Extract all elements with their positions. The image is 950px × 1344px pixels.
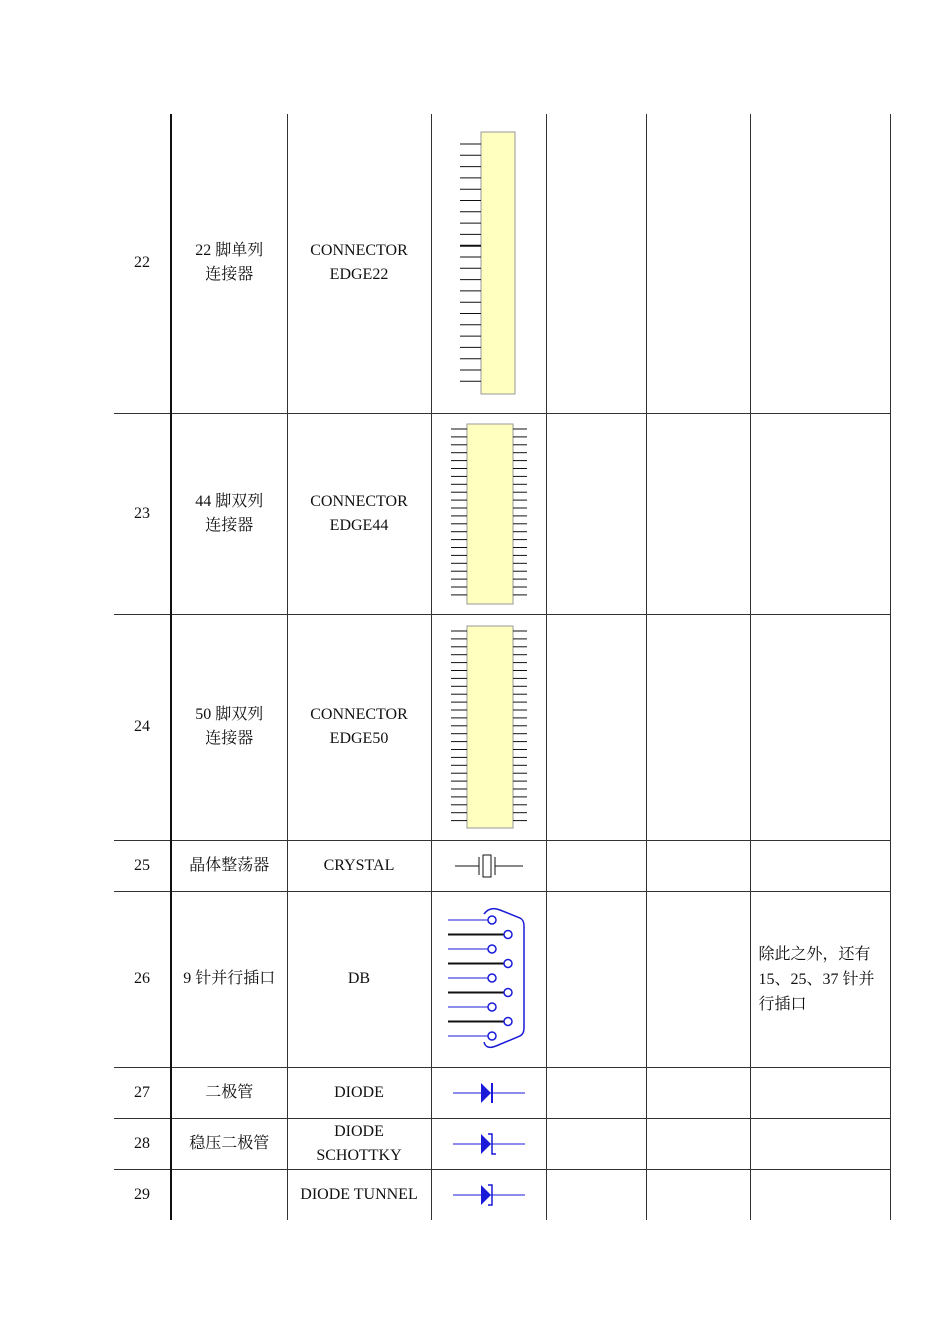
lib-line: CONNECTOR bbox=[310, 242, 408, 260]
empty-cell bbox=[546, 413, 646, 614]
empty-cell bbox=[546, 1067, 646, 1118]
lib-line: DIODE bbox=[334, 1122, 384, 1140]
empty-cell bbox=[646, 114, 750, 413]
name-line: 连接器 bbox=[205, 266, 254, 284]
pin-socket bbox=[488, 916, 496, 924]
row-number: 27 bbox=[114, 1067, 171, 1118]
component-name bbox=[171, 1118, 287, 1169]
schottky-diode-symbol bbox=[451, 1131, 527, 1157]
pin-socket bbox=[488, 1003, 496, 1011]
table-row bbox=[114, 413, 890, 614]
pin-socket bbox=[488, 1032, 496, 1040]
empty-cell bbox=[546, 891, 646, 1067]
lib-line: EDGE50 bbox=[329, 730, 389, 747]
empty-cell bbox=[646, 413, 750, 614]
symbol-cell bbox=[431, 1067, 546, 1118]
empty-cell bbox=[646, 614, 750, 840]
component-name bbox=[171, 1067, 287, 1118]
library-name bbox=[287, 413, 431, 614]
note-cell bbox=[750, 1067, 890, 1118]
tunnel-diode-symbol bbox=[451, 1182, 527, 1208]
table-row bbox=[114, 614, 890, 840]
row-number: 29 bbox=[114, 1169, 171, 1220]
table-row bbox=[114, 114, 890, 413]
note-cell: 除此之外，还有 15、25、37 针并行插口 bbox=[750, 891, 890, 1067]
table-row bbox=[114, 891, 890, 1067]
pin-socket bbox=[504, 989, 512, 997]
table-row bbox=[114, 1067, 890, 1118]
connector-edge44-symbol bbox=[449, 422, 529, 606]
symbol-cell bbox=[431, 891, 546, 1067]
note-cell bbox=[750, 614, 890, 840]
empty-cell bbox=[546, 114, 646, 413]
name-line: 50 脚双列 bbox=[195, 706, 264, 723]
symbol-cell bbox=[431, 1118, 546, 1169]
note-cell bbox=[750, 114, 890, 413]
library-name bbox=[287, 1169, 431, 1220]
library-name bbox=[287, 891, 431, 1067]
lib-line: SCHOTTKY bbox=[316, 1146, 402, 1164]
row-number: 25 bbox=[114, 840, 171, 891]
diode-symbol bbox=[451, 1080, 527, 1106]
empty-cell bbox=[646, 1118, 750, 1169]
row-number: 26 bbox=[114, 891, 171, 1067]
name-line: 连接器 bbox=[205, 516, 254, 534]
crystal-symbol bbox=[453, 852, 525, 880]
component-name bbox=[171, 891, 287, 1067]
name-line: 稳压二极管 bbox=[189, 1134, 270, 1152]
name-line: 22 脚单列 bbox=[195, 242, 264, 260]
note-cell bbox=[750, 1118, 890, 1169]
pin-socket bbox=[504, 931, 512, 939]
library-name bbox=[287, 114, 431, 413]
row-number: 22 bbox=[114, 114, 171, 413]
connector-edge22-symbol bbox=[454, 130, 524, 396]
symbol-cell bbox=[431, 840, 546, 891]
empty-cell bbox=[646, 1067, 750, 1118]
row-number: 24 bbox=[114, 614, 171, 840]
lib-line: DB bbox=[347, 970, 371, 987]
component-name bbox=[171, 614, 287, 840]
note-cell bbox=[750, 840, 890, 891]
empty-cell bbox=[646, 840, 750, 891]
lib-line: DIODE bbox=[334, 1083, 384, 1101]
empty-cell bbox=[546, 840, 646, 891]
symbol-cell bbox=[431, 1169, 546, 1220]
empty-cell bbox=[646, 1169, 750, 1220]
empty-cell bbox=[546, 614, 646, 840]
symbol-cell bbox=[431, 614, 546, 840]
component-name bbox=[171, 1169, 287, 1220]
row-number: 28 bbox=[114, 1118, 171, 1169]
pin-socket bbox=[488, 945, 496, 953]
lib-line: EDGE22 bbox=[329, 266, 389, 284]
note-cell bbox=[750, 413, 890, 614]
pin-socket bbox=[504, 1018, 512, 1026]
lib-line: CRYSTAL bbox=[323, 856, 395, 874]
empty-cell bbox=[646, 891, 750, 1067]
library-name bbox=[287, 1067, 431, 1118]
component-name bbox=[171, 840, 287, 891]
db-connector-symbol bbox=[444, 904, 534, 1054]
pin-socket bbox=[488, 974, 496, 982]
component-name bbox=[171, 114, 287, 413]
lib-line: CONNECTOR bbox=[310, 492, 408, 510]
library-name bbox=[287, 840, 431, 891]
connector-edge50-symbol bbox=[449, 624, 529, 830]
lib-line: DIODE TUNNEL bbox=[300, 1185, 418, 1203]
name-line: 9 针并行插口 bbox=[183, 970, 276, 987]
name-line: 44 脚双列 bbox=[195, 492, 264, 510]
pin-socket bbox=[504, 960, 512, 968]
component-name bbox=[171, 413, 287, 614]
empty-cell bbox=[546, 1118, 646, 1169]
lib-line: CONNECTOR bbox=[310, 706, 408, 723]
library-name bbox=[287, 1118, 431, 1169]
empty-cell bbox=[546, 1169, 646, 1220]
table-row bbox=[114, 1118, 890, 1169]
name-line: 晶体整荡器 bbox=[189, 856, 270, 874]
name-line: 连接器 bbox=[205, 730, 254, 747]
row-number: 23 bbox=[114, 413, 171, 614]
symbol-cell bbox=[431, 413, 546, 614]
lib-line: EDGE44 bbox=[329, 516, 389, 534]
table-row bbox=[114, 840, 890, 891]
note-cell bbox=[750, 1169, 890, 1220]
name-line: 二极管 bbox=[205, 1083, 254, 1101]
table-row bbox=[114, 1169, 890, 1220]
library-name bbox=[287, 614, 431, 840]
symbol-cell bbox=[431, 114, 546, 413]
component-table bbox=[114, 114, 891, 1220]
